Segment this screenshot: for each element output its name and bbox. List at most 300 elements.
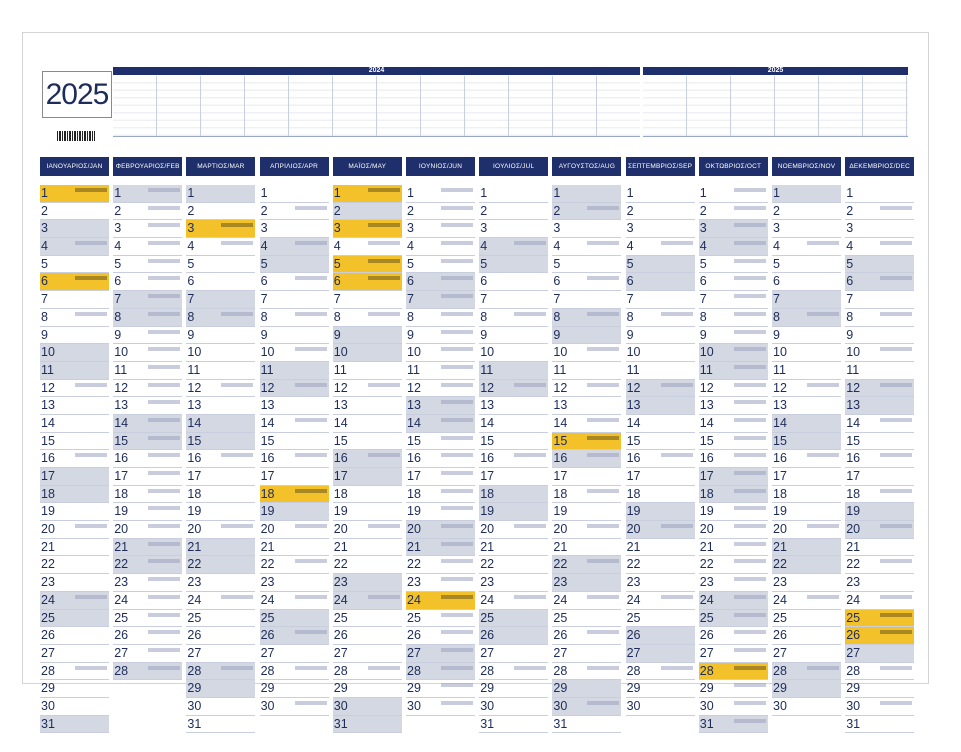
- day-number: 5: [846, 256, 854, 271]
- day-number: 28: [626, 663, 641, 678]
- day-row: [333, 256, 402, 274]
- name-day-text: [368, 276, 400, 280]
- name-day-text: [368, 666, 400, 670]
- name-day-text: [734, 241, 766, 245]
- day-number: 13: [407, 398, 421, 413]
- day-number: 25: [626, 610, 641, 625]
- day-row: [699, 238, 768, 256]
- day-row: [40, 185, 109, 203]
- day-number: 31: [480, 716, 495, 731]
- name-day-text: [441, 259, 473, 263]
- day-row: [113, 592, 182, 610]
- day-number: 17: [773, 469, 787, 483]
- name-day-text: [295, 312, 327, 316]
- name-day-text: [880, 595, 912, 599]
- day-number: 3: [114, 221, 122, 236]
- day-number: 23: [480, 575, 495, 590]
- day-row: [333, 433, 402, 451]
- day-row: [772, 698, 841, 716]
- day-number: 20: [407, 522, 421, 537]
- day-number: 29: [553, 681, 568, 696]
- day-number: 8: [114, 309, 122, 324]
- day-row: [552, 433, 621, 451]
- mini-calendar-header-2024: 2024: [113, 67, 640, 75]
- day-row: [406, 680, 475, 698]
- day-number: 22: [626, 557, 641, 572]
- day-row: [113, 610, 182, 628]
- day-number: 7: [773, 292, 780, 307]
- day-row: [113, 291, 182, 309]
- day-row: [186, 486, 255, 504]
- day-number: 24: [407, 592, 421, 607]
- day-row: [845, 503, 914, 521]
- day-row: [552, 521, 621, 539]
- day-number: 22: [773, 557, 787, 572]
- barcode: [57, 131, 95, 141]
- day-row: [626, 663, 695, 681]
- month-header: ΝΟΕΜΒΡΙΟΣ/NOV: [772, 157, 841, 176]
- day-number: 13: [846, 398, 861, 413]
- name-day-text: [75, 276, 107, 280]
- day-number: 4: [260, 239, 268, 254]
- day-row: [772, 574, 841, 592]
- day-row: [699, 627, 768, 645]
- day-number: 22: [114, 557, 129, 572]
- name-day-text: [148, 259, 180, 263]
- day-row: [333, 291, 402, 309]
- day-row: [845, 362, 914, 380]
- day-number: 4: [480, 239, 488, 254]
- day-row: [552, 680, 621, 698]
- day-number: 23: [846, 575, 861, 590]
- day-row: [406, 503, 475, 521]
- day-number: 12: [773, 380, 787, 395]
- day-row: [260, 273, 329, 291]
- day-row: [333, 185, 402, 203]
- day-row: [333, 592, 402, 610]
- day-number: 18: [699, 486, 714, 501]
- day-number: 26: [407, 628, 421, 643]
- name-day-text: [295, 595, 327, 599]
- name-day-text: [221, 312, 253, 316]
- day-number: 24: [846, 592, 861, 607]
- day-row: [333, 220, 402, 238]
- day-number: 22: [260, 557, 275, 572]
- day-row: [699, 574, 768, 592]
- day-row: [260, 468, 329, 486]
- day-number: 25: [699, 610, 714, 625]
- day-row: [479, 380, 548, 398]
- name-day-text: [368, 241, 400, 245]
- day-number: 9: [773, 327, 780, 342]
- day-row: [333, 450, 402, 468]
- day-number: 28: [846, 663, 861, 678]
- day-number: 5: [41, 256, 48, 271]
- name-day-text: [148, 206, 180, 210]
- day-row: [552, 503, 621, 521]
- day-number: 4: [41, 239, 48, 254]
- day-number: 27: [480, 645, 495, 660]
- day-number: 7: [260, 292, 268, 307]
- day-number: 4: [553, 239, 561, 254]
- name-day-text: [441, 365, 473, 369]
- name-day-text: [734, 383, 766, 387]
- day-number: 20: [699, 522, 714, 537]
- day-row: [40, 610, 109, 628]
- name-day-text: [441, 206, 473, 210]
- day-number: 6: [114, 274, 122, 289]
- day-number: 5: [187, 256, 195, 271]
- day-row: [772, 663, 841, 681]
- day-row: [406, 362, 475, 380]
- name-day-text: [295, 241, 327, 245]
- month-column: [479, 157, 548, 733]
- day-row: [186, 380, 255, 398]
- day-number: 30: [41, 698, 55, 713]
- name-day-text: [734, 259, 766, 263]
- day-row: [40, 698, 109, 716]
- day-number: 7: [407, 292, 414, 307]
- day-number: 23: [553, 575, 568, 590]
- day-number: 3: [333, 221, 341, 236]
- name-day-text: [148, 453, 180, 457]
- day-number: 31: [333, 716, 348, 731]
- day-number: 30: [407, 698, 421, 713]
- day-row: [479, 556, 548, 574]
- day-row: [845, 574, 914, 592]
- day-row: [40, 203, 109, 221]
- day-number: 12: [114, 380, 129, 395]
- day-row: [845, 256, 914, 274]
- day-row: [113, 327, 182, 345]
- name-day-text: [734, 648, 766, 652]
- day-number: 10: [260, 345, 275, 360]
- day-number: 28: [553, 663, 568, 678]
- day-row: [699, 698, 768, 716]
- day-number: 9: [699, 327, 707, 342]
- name-day-text: [295, 559, 327, 563]
- name-day-text: [880, 347, 912, 351]
- day-row: [699, 291, 768, 309]
- day-number: 30: [333, 698, 348, 713]
- day-row: [406, 433, 475, 451]
- day-row: [552, 539, 621, 557]
- day-row: [772, 415, 841, 433]
- name-day-text: [148, 436, 180, 440]
- day-number: 10: [553, 345, 568, 360]
- day-number: 17: [41, 469, 55, 483]
- day-row: [406, 645, 475, 663]
- day-number: 19: [407, 504, 421, 519]
- day-number: 6: [846, 274, 854, 289]
- day-number: 18: [626, 486, 641, 501]
- day-number: 26: [626, 628, 641, 643]
- name-day-text: [221, 223, 253, 227]
- day-number: 2: [553, 203, 561, 218]
- calendar-year: 2025: [42, 71, 112, 118]
- day-number: 21: [699, 539, 714, 554]
- day-number: 16: [260, 451, 275, 466]
- name-day-text: [514, 312, 546, 316]
- day-number: 13: [480, 398, 495, 413]
- day-row: [40, 256, 109, 274]
- day-row: [626, 238, 695, 256]
- day-row: [772, 627, 841, 645]
- day-number: 19: [553, 504, 568, 519]
- day-number: 16: [41, 451, 55, 466]
- day-number: 11: [41, 362, 54, 377]
- day-row: [772, 273, 841, 291]
- name-day-text: [661, 595, 693, 599]
- name-day-text: [75, 312, 107, 316]
- day-number: 23: [41, 575, 55, 590]
- day-number: 19: [699, 504, 714, 519]
- day-row: [772, 309, 841, 327]
- day-number: 9: [846, 327, 854, 342]
- day-row: [40, 486, 109, 504]
- day-row: [479, 645, 548, 663]
- name-day-text: [661, 241, 693, 245]
- day-number: 25: [407, 610, 421, 625]
- day-number: 8: [846, 309, 854, 324]
- day-row: [406, 486, 475, 504]
- day-number: 27: [626, 645, 641, 660]
- name-day-text: [734, 489, 766, 493]
- name-day-text: [441, 524, 473, 528]
- day-number: 2: [773, 203, 780, 218]
- day-number: 14: [333, 415, 348, 430]
- day-number: 17: [626, 469, 641, 483]
- day-row: [479, 203, 548, 221]
- day-row: [186, 397, 255, 415]
- day-number: 28: [773, 663, 787, 678]
- name-day-text: [75, 453, 107, 457]
- day-row: [406, 220, 475, 238]
- day-number: 4: [773, 239, 780, 254]
- day-number: 11: [699, 362, 713, 377]
- day-row: [479, 486, 548, 504]
- day-number: 11: [187, 362, 201, 377]
- day-row: [333, 238, 402, 256]
- day-number: 19: [773, 504, 787, 519]
- day-row: [699, 486, 768, 504]
- day-number: 9: [187, 327, 195, 342]
- name-day-text: [734, 188, 766, 192]
- day-number: 27: [846, 645, 861, 660]
- name-day-text: [368, 312, 400, 316]
- day-number: 25: [553, 610, 568, 625]
- month-column: [699, 157, 768, 733]
- day-row: [186, 521, 255, 539]
- day-row: [113, 450, 182, 468]
- month-column: [260, 157, 329, 716]
- day-row: [40, 291, 109, 309]
- name-day-text: [75, 241, 107, 245]
- day-row: [479, 433, 548, 451]
- day-number: 18: [114, 486, 129, 501]
- day-row: [186, 220, 255, 238]
- day-row: [479, 309, 548, 327]
- day-number: 8: [626, 309, 634, 324]
- name-day-text: [734, 453, 766, 457]
- day-row: [333, 716, 402, 734]
- day-row: [333, 397, 402, 415]
- name-day-text: [148, 524, 180, 528]
- day-row: [333, 309, 402, 327]
- day-number: 5: [626, 256, 634, 271]
- day-row: [406, 698, 475, 716]
- day-row: [333, 627, 402, 645]
- day-number: 22: [846, 557, 861, 572]
- name-day-text: [807, 524, 839, 528]
- day-row: [699, 433, 768, 451]
- name-day-text: [807, 666, 839, 670]
- name-day-text: [661, 383, 693, 387]
- day-number: 1: [480, 186, 488, 200]
- month-header: ΑΥΓΟΥΣΤΟΣ/AUG: [552, 157, 621, 176]
- day-row: [333, 645, 402, 663]
- name-day-text: [734, 276, 766, 280]
- day-number: 15: [333, 433, 348, 448]
- day-row: [552, 397, 621, 415]
- day-row: [260, 220, 329, 238]
- day-row: [699, 680, 768, 698]
- day-number: 23: [187, 575, 202, 590]
- day-row: [186, 291, 255, 309]
- day-number: 3: [407, 221, 414, 236]
- name-day-text: [221, 453, 253, 457]
- name-day-text: [441, 223, 473, 227]
- name-day-text: [148, 577, 180, 581]
- day-number: 28: [114, 663, 129, 678]
- day-row: [845, 238, 914, 256]
- name-day-text: [148, 312, 180, 316]
- day-number: 19: [333, 504, 348, 519]
- day-number: 21: [333, 539, 348, 554]
- day-row: [772, 397, 841, 415]
- day-row: [772, 344, 841, 362]
- day-number: 14: [41, 415, 55, 430]
- day-number: 24: [553, 592, 568, 607]
- day-row: [260, 309, 329, 327]
- day-number: 29: [773, 681, 787, 696]
- day-row: [699, 273, 768, 291]
- day-number: 27: [407, 645, 421, 660]
- day-number: 28: [699, 663, 714, 678]
- month-header: ΜΑΪΟΣ/MAY: [333, 157, 402, 176]
- day-row: [479, 291, 548, 309]
- day-row: [260, 203, 329, 221]
- day-row: [699, 450, 768, 468]
- day-number: 29: [260, 681, 275, 696]
- name-day-text: [295, 383, 327, 387]
- name-day-text: [368, 453, 400, 457]
- day-row: [845, 716, 914, 734]
- name-day-text: [880, 666, 912, 670]
- name-day-text: [441, 330, 473, 334]
- day-row: [113, 256, 182, 274]
- day-number: 2: [480, 203, 488, 218]
- day-row: [552, 256, 621, 274]
- day-number: 21: [846, 539, 861, 554]
- month-header: ΦΕΒΡΟΥΑΡΙΟΣ/FEB: [113, 157, 182, 176]
- day-row: [772, 291, 841, 309]
- day-row: [40, 344, 109, 362]
- day-row: [845, 539, 914, 557]
- day-number: 30: [260, 698, 275, 713]
- day-row: [626, 273, 695, 291]
- day-row: [260, 486, 329, 504]
- day-number: 9: [41, 327, 48, 342]
- day-number: 8: [407, 309, 414, 324]
- day-number: 12: [553, 380, 568, 395]
- name-day-text: [661, 666, 693, 670]
- day-number: 4: [187, 239, 195, 254]
- day-number: 16: [407, 451, 421, 466]
- day-row: [845, 663, 914, 681]
- day-row: [40, 415, 109, 433]
- day-number: 11: [260, 362, 274, 377]
- day-row: [552, 380, 621, 398]
- day-number: 27: [41, 645, 55, 660]
- name-day-text: [661, 524, 693, 528]
- day-row: [406, 238, 475, 256]
- day-row: [333, 362, 402, 380]
- day-number: 27: [187, 645, 202, 660]
- name-day-text: [295, 347, 327, 351]
- day-row: [626, 698, 695, 716]
- day-row: [479, 539, 548, 557]
- day-number: 9: [114, 327, 122, 342]
- day-number: 1: [773, 186, 780, 200]
- month-column: [333, 157, 402, 733]
- name-day-text: [734, 294, 766, 298]
- day-number: 15: [41, 433, 55, 448]
- day-row: [626, 680, 695, 698]
- day-number: 7: [480, 292, 488, 307]
- name-day-text: [441, 683, 473, 687]
- name-day-text: [295, 666, 327, 670]
- name-day-text: [734, 683, 766, 687]
- day-number: 11: [407, 362, 420, 377]
- day-number: 13: [260, 398, 275, 413]
- month-column: [406, 157, 475, 716]
- day-number: 11: [846, 362, 860, 377]
- name-day-text: [880, 453, 912, 457]
- day-number: 29: [480, 681, 495, 696]
- day-row: [333, 327, 402, 345]
- day-row: [333, 539, 402, 557]
- day-row: [113, 380, 182, 398]
- name-day-text: [880, 383, 912, 387]
- day-number: 5: [773, 256, 780, 271]
- name-day-text: [734, 559, 766, 563]
- day-row: [40, 362, 109, 380]
- name-day-text: [880, 418, 912, 422]
- name-day-text: [734, 436, 766, 440]
- day-row: [699, 556, 768, 574]
- day-row: [772, 327, 841, 345]
- day-row: [772, 556, 841, 574]
- name-day-text: [734, 613, 766, 617]
- name-day-text: [221, 524, 253, 528]
- name-day-text: [880, 312, 912, 316]
- name-day-text: [734, 471, 766, 475]
- day-number: 31: [699, 716, 714, 731]
- day-number: 17: [333, 469, 348, 483]
- day-number: 5: [407, 256, 414, 271]
- name-day-text: [587, 436, 619, 440]
